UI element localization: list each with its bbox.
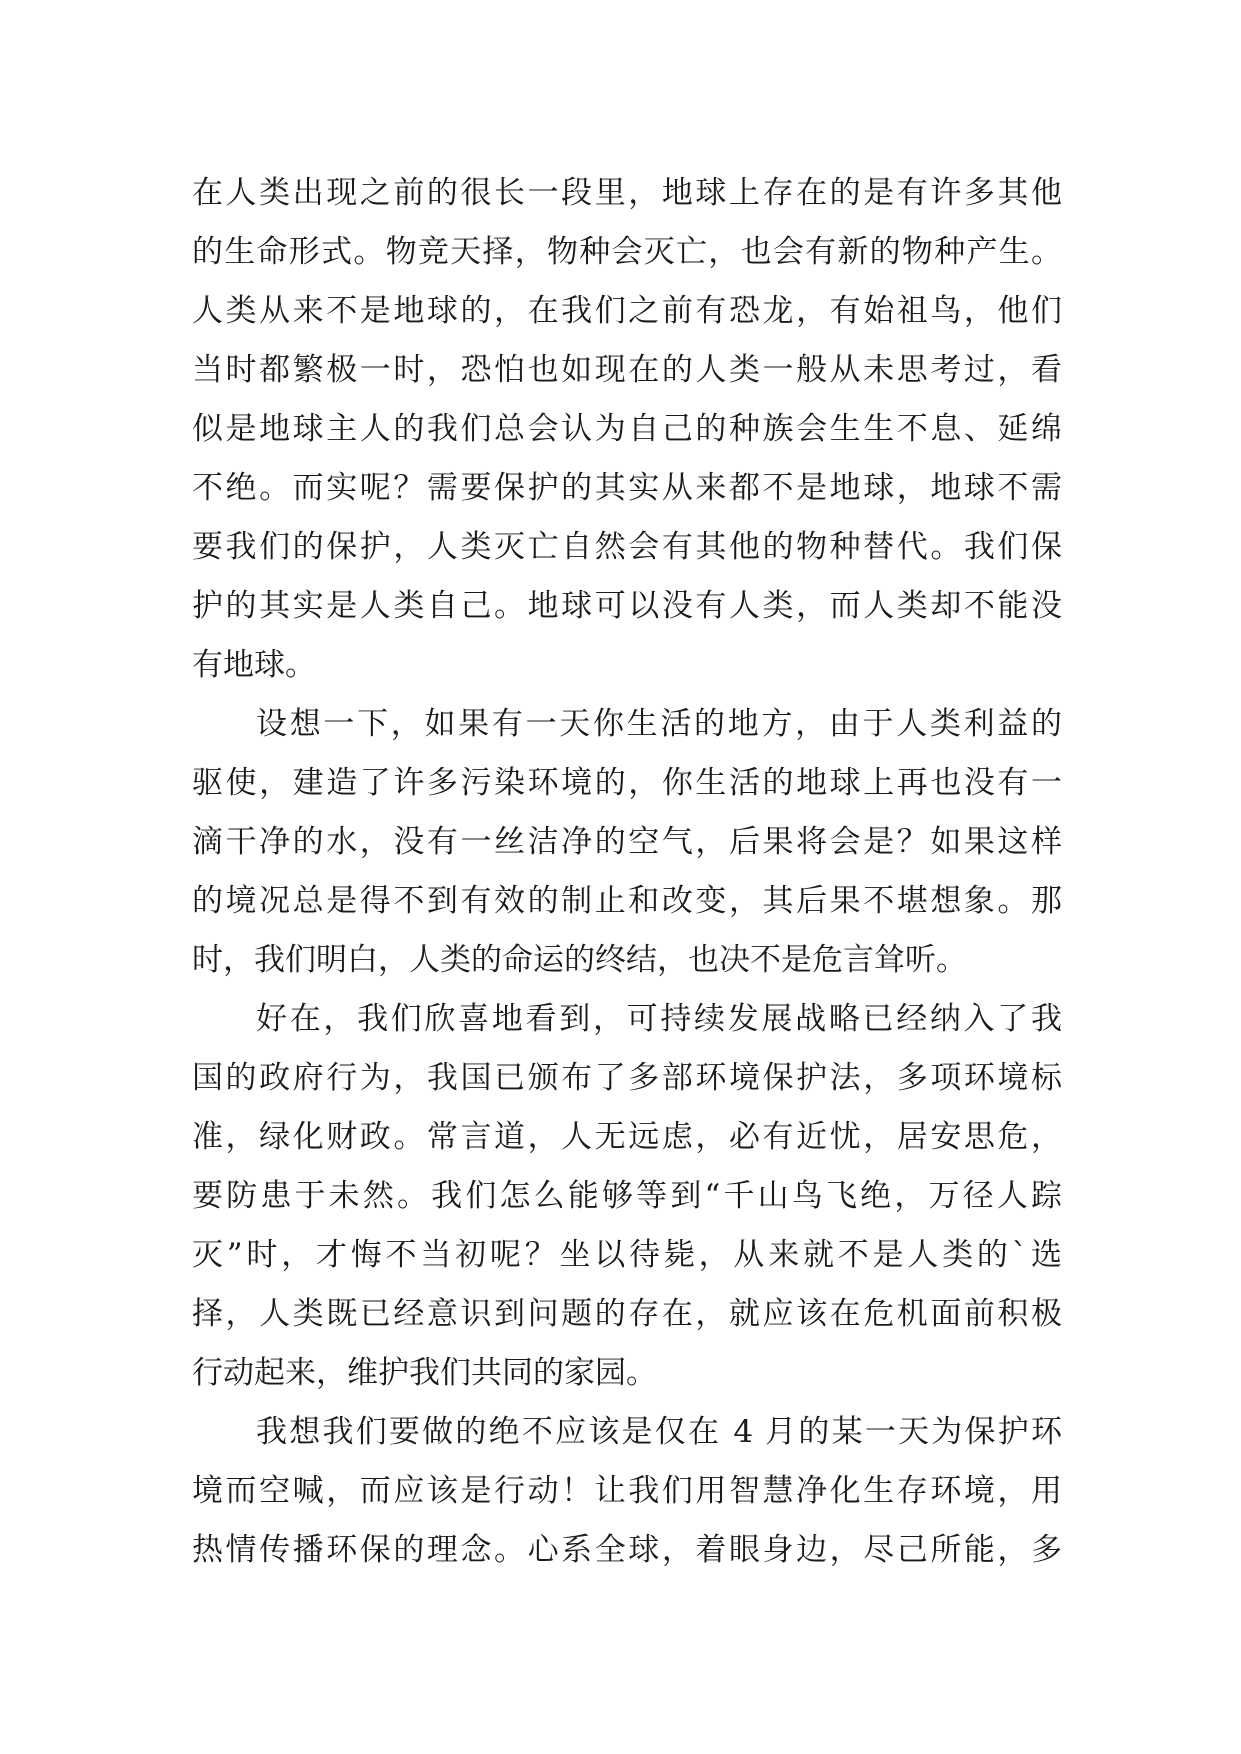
text-line: 择，人类既已经意识到问题的存在，就应该在危机面前积极 xyxy=(192,1296,1062,1332)
text-line: 设想一下，如果有一天你生活的地方，由于人类利益的 xyxy=(256,706,1062,742)
text-line: 热情传播环保的理念。心系全球，着眼身边，尽己所能，多 xyxy=(192,1532,1062,1568)
text-line: 有地球。 xyxy=(192,647,316,683)
text-line: 境而空喊，而应该是行动！让我们用智慧净化生存环境，用 xyxy=(192,1473,1062,1509)
text-line: 在人类出现之前的很长一段里，地球上存在的是有许多其他 xyxy=(192,175,1062,211)
text-line: 当时都繁极一时，恐怕也如现在的人类一般从未思考过，看 xyxy=(192,352,1062,388)
text-line: 我想我们要做的绝不应该是仅在 4 月的某一天为保护环 xyxy=(256,1414,1062,1450)
text-line: 人类从来不是地球的，在我们之前有恐龙，有始祖鸟，他们 xyxy=(192,293,1062,329)
text-line: 滴干净的水，没有一丝洁净的空气，后果将会是？如果这样 xyxy=(192,824,1062,860)
text-line: 似是地球主人的我们总会认为自己的种族会生生不息、延绵 xyxy=(192,411,1062,447)
text-line: 护的其实是人类自己。地球可以没有人类，而人类却不能没 xyxy=(192,588,1062,624)
text-line: 的境况总是得不到有效的制止和改变，其后果不堪想象。那 xyxy=(192,883,1062,919)
text-line: 要防患于未然。我们怎么能够等到“千山鸟飞绝，万径人踪 xyxy=(192,1178,1062,1214)
text-line: 驱使，建造了许多污染环境的，你生活的地球上再也没有一 xyxy=(192,765,1062,801)
text-line: 国的政府行为，我国已颁布了多部环境保护法，多项环境标 xyxy=(192,1060,1062,1096)
text-line: 的生命形式。物竞天择，物种会灭亡，也会有新的物种产生。 xyxy=(192,234,1062,270)
text-line: 行动起来，维护我们共同的家园。 xyxy=(192,1355,657,1391)
text-line: 不绝。而实呢？需要保护的其实从来都不是地球，地球不需 xyxy=(192,470,1062,506)
text-line: 准，绿化财政。常言道，人无远虑，必有近忧，居安思危， xyxy=(192,1119,1062,1155)
text-line: 灭”时，才悔不当初呢？坐以待毙，从来就不是人类的`选 xyxy=(192,1237,1062,1273)
text-line: 时，我们明白，人类的命运的终结，也决不是危言耸听。 xyxy=(192,942,967,978)
text-line: 要我们的保护，人类灭亡自然会有其他的物种替代。我们保 xyxy=(192,529,1062,565)
text-line: 好在，我们欣喜地看到，可持续发展战略已经纳入了我 xyxy=(256,1001,1062,1037)
